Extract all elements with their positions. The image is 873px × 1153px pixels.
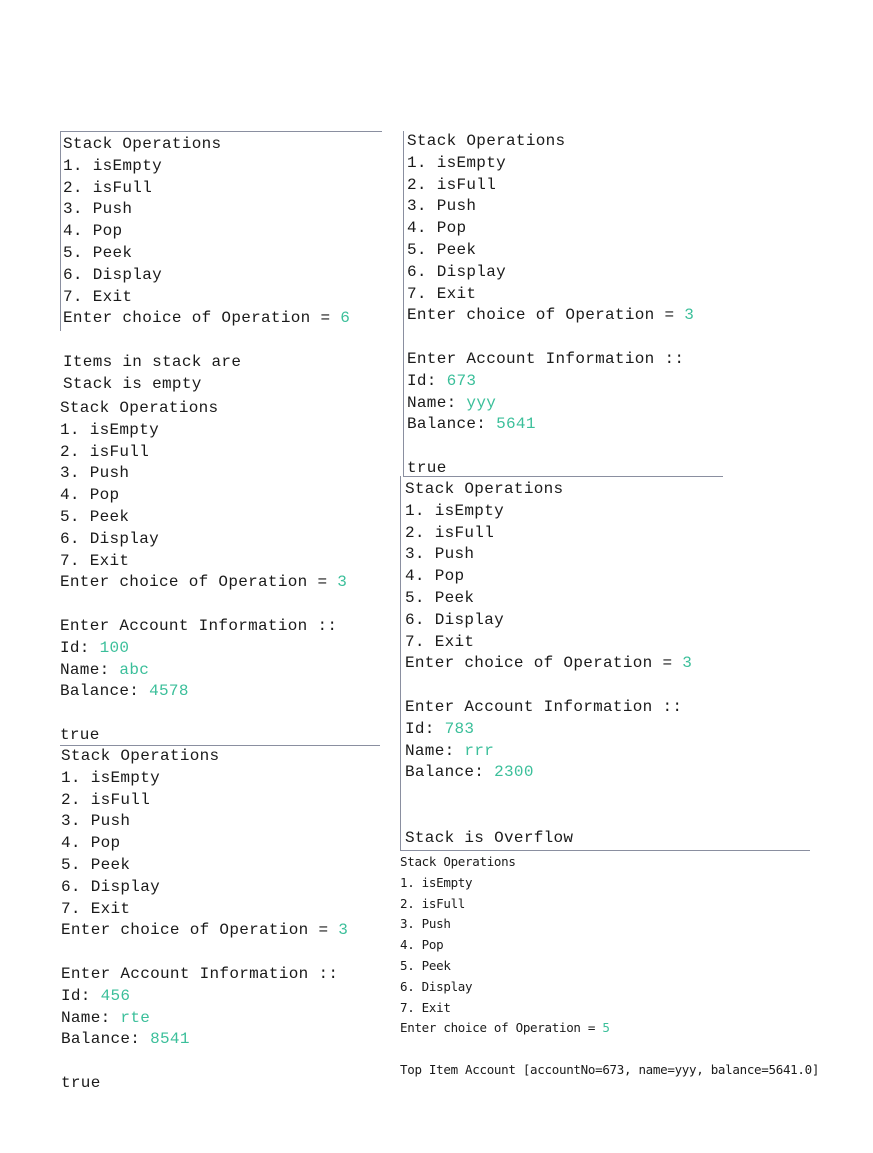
account-header: Enter Account Information :: [407, 349, 685, 368]
console-frame-right-edge-mid [400, 476, 401, 850]
menu-title: Stack Operations [60, 399, 219, 417]
balance-line: Balance: 8541 [61, 1030, 190, 1049]
choice-input: 3 [684, 306, 695, 325]
menu-item-exit: 7. Exit [405, 632, 475, 651]
choice-input: 5 [602, 1020, 610, 1036]
menu-item-isfull: 2. isFull [407, 175, 497, 194]
id-line: Id: 456 [61, 986, 131, 1005]
choice-input: 3 [682, 654, 693, 673]
menu-title: Stack Operations [61, 747, 220, 765]
balance-input: 8541 [150, 1030, 190, 1049]
menu-item-display: 6. Display [61, 877, 161, 896]
name-input: rte [120, 1008, 151, 1027]
name-line: Name: abc [60, 660, 150, 679]
stack-empty-text: Stack is empty [63, 374, 202, 393]
account-header: Enter Account Information :: [405, 697, 683, 716]
menu-item-exit: 7. Exit [400, 999, 451, 1015]
menu-item-isfull: 2. isFull [61, 790, 151, 809]
choice-prompt: Enter choice of Operation = 3 [61, 921, 349, 940]
menu-item-display: 6. Display [60, 529, 160, 548]
console-frame-divider-right [403, 476, 723, 477]
balance-line: Balance: 2300 [405, 763, 534, 782]
menu-item-pop: 4. Pop [60, 486, 120, 505]
menu-item-push: 3. Push [63, 200, 133, 219]
choice-prompt: Enter choice of Operation = 3 [407, 306, 695, 325]
menu-item-exit: 7. Exit [407, 284, 477, 303]
menu-item-isempty: 1. isEmpty [400, 874, 473, 890]
choice-prompt: Enter choice of Operation = 5 [400, 1020, 610, 1036]
choice-prompt: Enter choice of Operation = 3 [405, 654, 693, 673]
name-input: yyy [466, 393, 497, 412]
menu-title: Stack Operations [407, 132, 566, 150]
menu-item-peek: 5. Peek [405, 588, 475, 607]
menu-item-pop: 4. Pop [400, 937, 444, 953]
menu-item-exit: 7. Exit [61, 899, 131, 918]
menu-item-peek: 5. Peek [61, 855, 131, 874]
console-left-block-1 [63, 134, 350, 396]
stack-overflow-text: Stack is Overflow [405, 828, 574, 847]
console-right-block-1 [407, 131, 694, 480]
menu-item-isempty: 1. isEmpty [405, 501, 505, 520]
menu-item-exit: 7. Exit [63, 287, 133, 306]
true-text: true [407, 458, 447, 477]
balance-input: 5641 [496, 415, 536, 434]
menu-item-exit: 7. Exit [60, 551, 130, 570]
menu-item-push: 3. Push [407, 197, 477, 216]
menu-item-isempty: 1. isEmpty [61, 768, 161, 787]
console-left-block-3 [61, 746, 348, 1095]
menu-item-display: 6. Display [63, 265, 163, 284]
top-item-text: Top Item Account [accountNo=673, name=yyy, balance=5641.0] [400, 1061, 820, 1077]
menu-item-display: 6. Display [407, 262, 507, 281]
console-frame-bottom-right [400, 850, 810, 851]
menu-item-isempty: 1. isEmpty [407, 153, 507, 172]
console-frame-right-edge-top [403, 131, 404, 476]
menu-item-peek: 5. Peek [400, 957, 451, 973]
account-header: Enter Account Information :: [60, 616, 338, 635]
true-text: true [61, 1073, 101, 1092]
name-line: Name: yyy [407, 393, 497, 412]
menu-item-isempty: 1. isEmpty [60, 420, 160, 439]
menu-item-push: 3. Push [400, 916, 451, 932]
menu-item-peek: 5. Peek [60, 507, 130, 526]
choice-input: 3 [337, 573, 348, 592]
id-line: Id: 673 [407, 371, 477, 390]
name-input: abc [119, 660, 150, 679]
choice-input: 3 [338, 921, 349, 940]
menu-item-display: 6. Display [400, 978, 473, 994]
console-right-block-3 [400, 852, 819, 1081]
choice-input: 6 [340, 309, 351, 328]
menu-title: Stack Operations [63, 135, 222, 153]
id-input: 100 [99, 638, 130, 657]
account-header: Enter Account Information :: [61, 964, 339, 983]
balance-input: 2300 [494, 763, 534, 782]
id-line: Id: 783 [405, 719, 475, 738]
id-input: 783 [444, 719, 475, 738]
menu-item-push: 3. Push [61, 812, 131, 831]
menu-item-isfull: 2. isFull [405, 523, 495, 542]
menu-item-isfull: 2. isFull [400, 895, 466, 911]
name-line: Name: rte [61, 1008, 151, 1027]
menu-item-pop: 4. Pop [63, 222, 123, 241]
balance-input: 4578 [149, 682, 189, 701]
balance-line: Balance: 5641 [407, 415, 536, 434]
id-line: Id: 100 [60, 638, 130, 657]
console-frame-left-edge [60, 131, 61, 331]
menu-item-pop: 4. Pop [407, 219, 467, 238]
menu-item-push: 3. Push [60, 464, 130, 483]
menu-title: Stack Operations [405, 480, 564, 498]
menu-item-peek: 5. Peek [407, 240, 477, 259]
name-input: rrr [464, 741, 495, 760]
menu-item-push: 3. Push [405, 545, 475, 564]
menu-item-isempty: 1. isEmpty [63, 156, 163, 175]
menu-item-isfull: 2. isFull [63, 178, 153, 197]
menu-item-peek: 5. Peek [63, 243, 133, 262]
console-right-block-2 [405, 479, 692, 850]
name-line: Name: rrr [405, 741, 495, 760]
true-text: true [60, 725, 100, 744]
menu-item-pop: 4. Pop [405, 567, 465, 586]
console-frame-top-left [60, 131, 382, 132]
items-in-stack-text: Items in stack are [63, 352, 242, 371]
menu-item-pop: 4. Pop [61, 834, 121, 853]
choice-prompt: Enter choice of Operation = 3 [60, 573, 348, 592]
menu-item-isfull: 2. isFull [60, 442, 150, 461]
menu-title: Stack Operations [400, 854, 516, 869]
id-input: 456 [100, 986, 131, 1005]
choice-prompt: Enter choice of Operation = 6 [63, 309, 351, 328]
id-input: 673 [446, 371, 477, 390]
menu-item-display: 6. Display [405, 610, 505, 629]
console-left-block-2 [60, 398, 347, 747]
balance-line: Balance: 4578 [60, 682, 189, 701]
